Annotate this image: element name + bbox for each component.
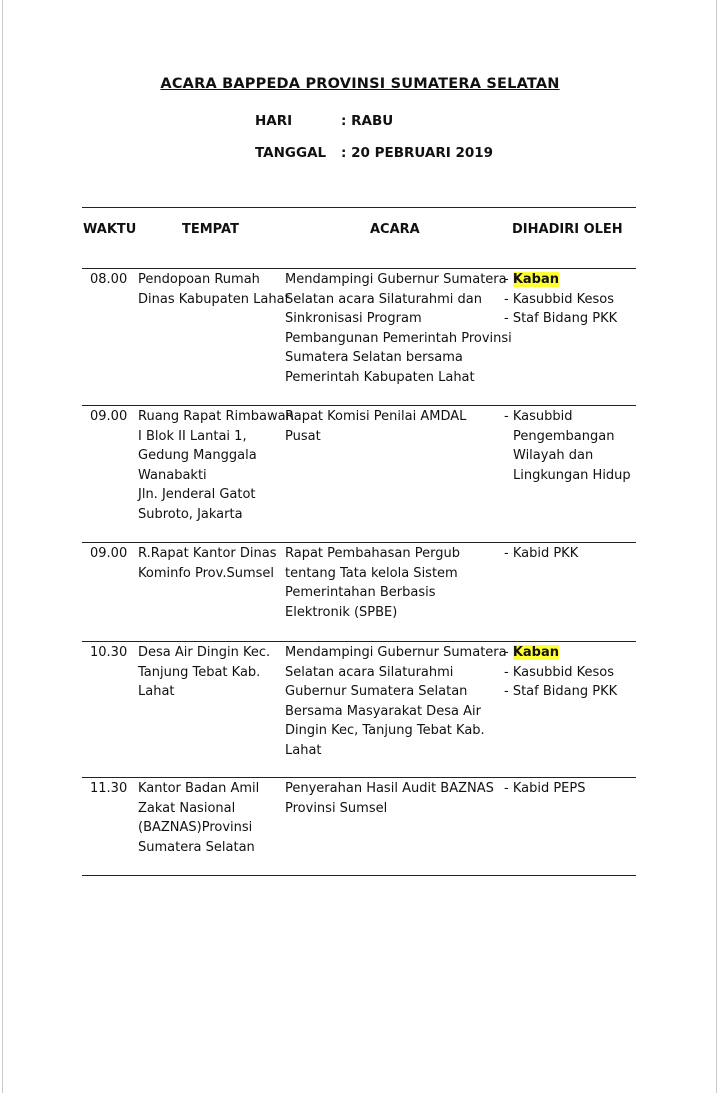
header-waktu: WAKTU <box>83 222 137 237</box>
tanggal-value: : 20 PEBRUARI 2019 <box>341 145 494 161</box>
cell-acara-line: Rapat Komisi Penilai AMDAL <box>285 409 467 424</box>
cell-dihadiri <box>504 407 631 485</box>
page-edge-left <box>2 0 3 1093</box>
tanggal-label: TANGGAL <box>255 145 327 161</box>
cell-acara-line: Rapat Pembahasan Pergub <box>285 546 460 561</box>
cell-acara <box>285 779 494 818</box>
cell-tempat-line: Pendopoan Rumah <box>138 272 260 287</box>
cell-tempat-line: Kantor Badan Amil <box>138 781 260 796</box>
cell-acara-line: Pusat <box>285 428 321 444</box>
cell-acara <box>285 407 466 446</box>
list-dash: - <box>504 684 513 699</box>
document-title: ACARA BAPPEDA PROVINSI SUMATERA SELATAN <box>160 76 560 92</box>
row-rule <box>82 641 636 642</box>
cell-dihadiri-line <box>504 290 617 310</box>
cell-dihadiri-line <box>504 407 631 427</box>
cell-waktu: 08.00 <box>90 272 128 287</box>
list-dash: - <box>504 664 513 680</box>
cell-acara-line: Selatan acara Silaturahmi dan <box>285 291 482 307</box>
cell-tempat-line: Kominfo Prov.Sumsel <box>138 565 274 581</box>
list-dash: - <box>504 291 513 307</box>
cell-dihadiri-line <box>504 309 617 329</box>
row-rule <box>82 542 636 543</box>
hari-label: HARI <box>255 113 293 129</box>
list-dash: - <box>504 781 513 796</box>
cell-acara-line: Pemerintah Kabupaten Lahat <box>285 369 475 385</box>
cell-acara <box>285 643 507 760</box>
cell-tempat-line: Zakat Nasional <box>138 800 236 816</box>
cell-acara-line: Mendampingi Gubernur Sumatera <box>285 272 507 287</box>
cell-acara-line: Penyerahan Hasil Audit BAZNAS <box>285 781 494 796</box>
header-acara: ACARA <box>370 222 420 237</box>
cell-acara-line: Elektronik (SPBE) <box>285 604 398 620</box>
cell-acara-line: Mendampingi Gubernur Sumatera <box>285 645 507 660</box>
table-top-rule <box>82 207 636 208</box>
cell-dihadiri-line <box>504 466 631 486</box>
cell-waktu: 09.00 <box>90 546 128 561</box>
cell-acara-line: Dingin Kec, Tanjung Tebat Kab. <box>285 723 485 738</box>
cell-dihadiri-line <box>504 446 631 466</box>
cell-tempat <box>138 407 294 524</box>
cell-tempat-line: R.Rapat Kantor Dinas <box>138 546 277 561</box>
cell-tempat-line: Jln. Jenderal Gatot <box>138 487 256 502</box>
cell-acara <box>285 270 512 387</box>
cell-waktu: 10.30 <box>90 645 128 660</box>
cell-tempat <box>138 544 277 583</box>
cell-tempat-line: I Blok II Lantai 1, <box>138 428 247 444</box>
attendee-highlighted: Kaban <box>512 645 560 660</box>
cell-acara-line: tentang Tata kelola Sistem <box>285 565 458 581</box>
attendee-name: Staf Bidang PKK <box>512 684 618 699</box>
cell-dihadiri <box>504 544 578 564</box>
cell-dihadiri-line <box>504 682 617 702</box>
attendee-name: Wilayah dan <box>513 448 594 463</box>
page-edge-right <box>716 0 717 1093</box>
cell-dihadiri-line <box>504 544 578 564</box>
hari-value: : RABU <box>341 113 394 129</box>
attendee-name: Kabid PEPS <box>512 781 586 796</box>
list-dash: - <box>504 272 513 287</box>
cell-acara-line: Sinkronisasi Program <box>285 311 422 326</box>
cell-acara-line: Pemerintahan Berbasis <box>285 585 436 600</box>
attendee-name: Staf Bidang PKK <box>512 311 618 326</box>
list-dash: - <box>504 546 513 561</box>
table-bottom-rule <box>82 875 636 876</box>
cell-dihadiri-line <box>504 270 617 290</box>
cell-acara-line: Lahat <box>285 742 322 758</box>
cell-dihadiri-line <box>504 643 617 663</box>
attendee-name: Pengembangan <box>513 428 615 444</box>
attendee-name: Kasubbid Kesos <box>512 664 614 680</box>
attendee-name: Lingkungan Hidup <box>513 467 631 483</box>
cell-tempat-line: Ruang Rapat Rimbawan <box>138 409 294 424</box>
row-rule <box>82 268 636 269</box>
cell-tempat <box>138 643 270 702</box>
cell-tempat-line: Gedung Manggala <box>138 448 257 463</box>
list-dash: - <box>504 311 513 326</box>
header-dihadiri-oleh: DIHADIRI OLEH <box>512 222 623 237</box>
cell-dihadiri-line <box>504 663 617 683</box>
cell-dihadiri <box>504 779 585 799</box>
attendee-highlighted: Kaban <box>512 272 560 287</box>
cell-tempat-line: Sumatera Selatan <box>138 839 255 855</box>
cell-tempat-line: Lahat <box>138 684 175 699</box>
attendee-name: Kasubbid Kesos <box>512 291 614 307</box>
attendee-name: Kasubbid <box>512 409 573 424</box>
cell-dihadiri <box>504 270 617 329</box>
cell-tempat <box>138 779 259 857</box>
attendee-name: Kabid PKK <box>512 546 579 561</box>
cell-acara-line: Gubernur Sumatera Selatan <box>285 684 468 699</box>
cell-acara-line: Selatan acara Silaturahmi <box>285 664 454 680</box>
cell-dihadiri <box>504 643 617 702</box>
cell-tempat-line: Desa Air Dingin Kec. <box>138 645 271 660</box>
cell-dihadiri-line <box>504 427 631 447</box>
cell-tempat-line: Tanjung Tebat Kab. <box>138 664 261 680</box>
cell-acara-line: Provinsi Sumsel <box>285 800 388 816</box>
cell-acara-line: Sumatera Selatan bersama <box>285 350 463 365</box>
cell-tempat <box>138 270 290 309</box>
cell-acara-line: Bersama Masyarakat Desa Air <box>285 703 481 719</box>
row-rule <box>82 777 636 778</box>
cell-tempat-line: Wanabakti <box>138 467 207 483</box>
cell-tempat-line: (BAZNAS)Provinsi <box>138 820 253 835</box>
list-dash: - <box>504 409 513 424</box>
cell-tempat-line: Dinas Kabupaten Lahat <box>138 291 290 307</box>
cell-waktu: 11.30 <box>90 781 128 796</box>
header-tempat: TEMPAT <box>182 222 239 237</box>
list-dash: - <box>504 645 513 660</box>
cell-acara-line: Pembangunan Pemerintah Provinsi <box>285 330 512 346</box>
cell-tempat-line: Subroto, Jakarta <box>138 506 243 522</box>
cell-acara <box>285 544 460 622</box>
cell-waktu: 09.00 <box>90 409 128 424</box>
cell-dihadiri-line <box>504 779 585 799</box>
row-rule <box>82 405 636 406</box>
